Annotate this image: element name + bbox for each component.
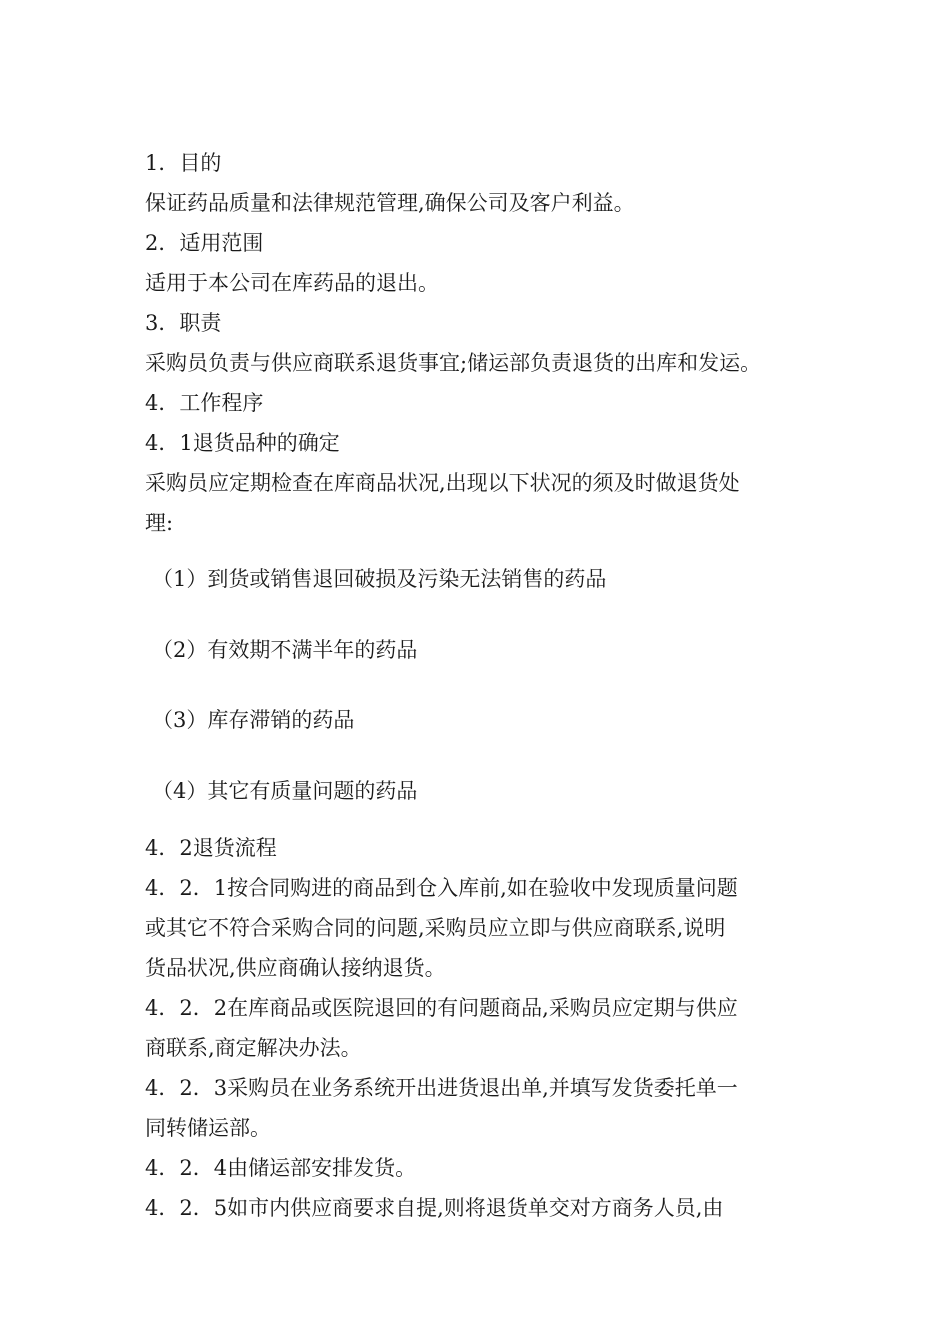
paragraph-scope: 适用于本公司在库药品的退出。 bbox=[145, 271, 439, 295]
paragraph-return-items-line1: 采购员应定期检查在库商品状况,出现以下状况的须及时做退货处 bbox=[145, 471, 740, 495]
list-item-3: （3）库存滞销的药品 bbox=[152, 708, 355, 732]
paragraph-4-2-2-line2: 商联系,商定解决办法。 bbox=[145, 1036, 362, 1060]
paragraph-4-2-5-line1: 4．2．5如市内供应商要求自提,则将退货单交对方商务人员,由 bbox=[145, 1196, 724, 1220]
paragraph-return-items-line2: 理: bbox=[145, 511, 174, 535]
paragraph-responsibility: 采购员负责与供应商联系退货事宜;储运部负责退货的出库和发运。 bbox=[145, 351, 762, 375]
paragraph-4-2-3-line2: 同转储运部。 bbox=[145, 1116, 271, 1140]
paragraph-4-2-1-line1: 4．2．1按合同购进的商品到仓入库前,如在验收中发现质量问题 bbox=[145, 876, 738, 900]
paragraph-purpose: 保证药品质量和法律规范管理,确保公司及客户利益。 bbox=[145, 191, 635, 215]
paragraph-4-2-1-line3: 货品状况,供应商确认接纳退货。 bbox=[145, 956, 446, 980]
list-item-2: （2）有效期不满半年的药品 bbox=[152, 638, 418, 662]
heading-purpose: 1．目的 bbox=[145, 151, 222, 175]
subheading-return-items: 4．1退货品种的确定 bbox=[145, 431, 340, 455]
paragraph-4-2-1-line2: 或其它不符合采购合同的问题,采购员应立即与供应商联系,说明 bbox=[145, 916, 726, 940]
paragraph-4-2-2-line1: 4．2．2在库商品或医院退回的有问题商品,采购员应定期与供应 bbox=[145, 996, 738, 1020]
paragraph-4-2-4: 4．2．4由储运部安排发货。 bbox=[145, 1156, 417, 1180]
heading-responsibility: 3．职责 bbox=[145, 311, 222, 335]
heading-scope: 2．适用范围 bbox=[145, 231, 264, 255]
subheading-return-process: 4．2退货流程 bbox=[145, 836, 277, 860]
heading-procedure: 4．工作程序 bbox=[145, 391, 264, 415]
paragraph-4-2-3-line1: 4．2．3采购员在业务系统开出进货退出单,并填写发货委托单一 bbox=[145, 1076, 738, 1100]
list-item-1: （1）到货或销售退回破损及污染无法销售的药品 bbox=[152, 567, 607, 591]
list-item-4: （4）其它有质量问题的药品 bbox=[152, 779, 418, 803]
